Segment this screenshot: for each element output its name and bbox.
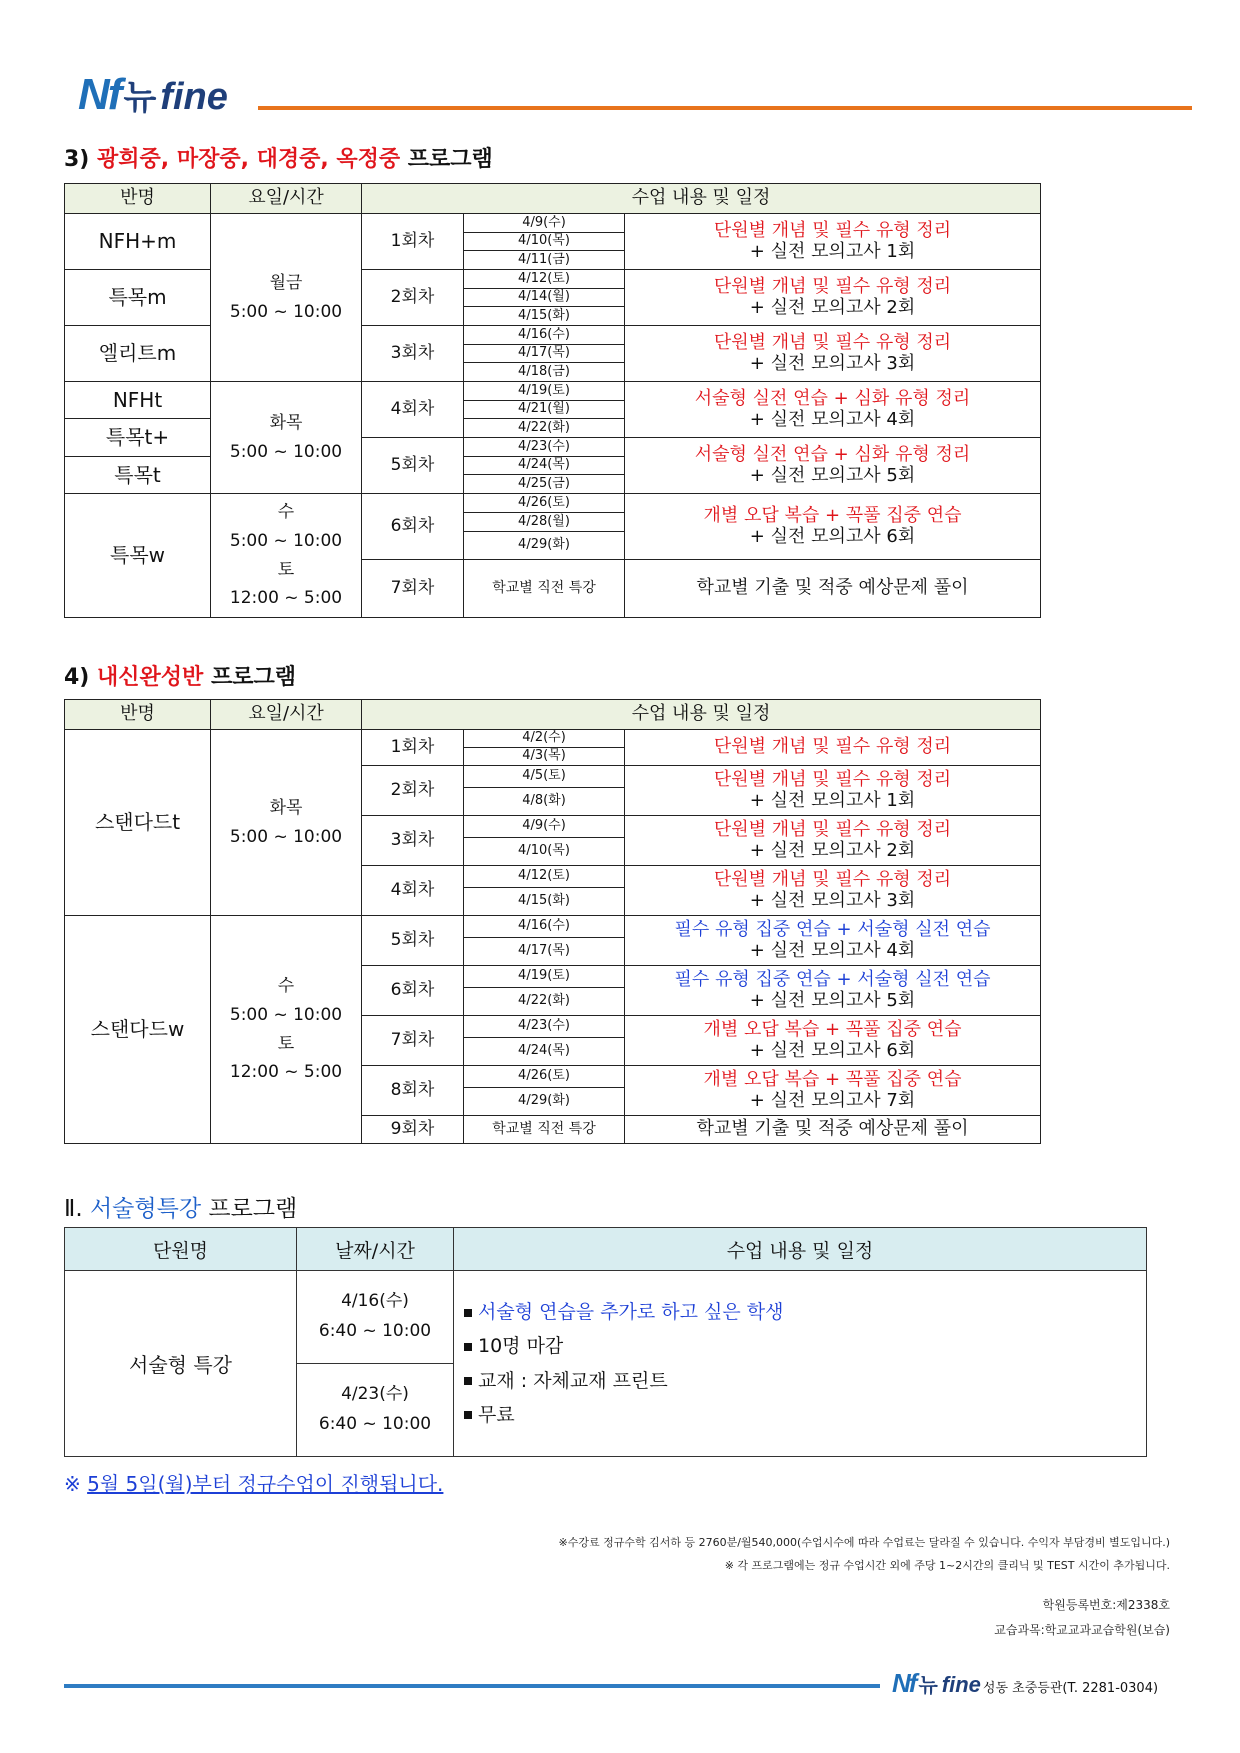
round-date: 4/17(목): [464, 345, 625, 363]
section2-name: 서술형특강: [89, 1196, 202, 1222]
round-content: 개별 오답 복습 + 꼭풀 집중 연습 + 실전 모의고사 7회: [625, 1066, 1041, 1116]
round-label: 3회차: [362, 326, 464, 382]
round-label: 4회차: [362, 382, 464, 438]
registration-subject: 교습과목:학교교과교습학원(보습): [994, 1623, 1170, 1637]
round-date: 4/12(토): [464, 866, 625, 888]
class-name: 엘리트m: [65, 326, 211, 382]
round-content: 단원별 개념 및 필수 유형 정리 + 실전 모의고사 3회: [625, 866, 1041, 916]
class-time: 수 5:00 ~ 10:00 토 12:00 ~ 5:00: [211, 494, 362, 618]
round-content: 단원별 개념 및 필수 유형 정리 + 실전 모의고사 2회: [625, 816, 1041, 866]
round-content: 개별 오답 복습 + 꼭풀 집중 연습 + 실전 모의고사 6회: [625, 494, 1041, 560]
round-label: 2회차: [362, 270, 464, 326]
section3-number: 3): [64, 147, 90, 172]
logo-fine-text: fine: [160, 76, 228, 118]
section3-table: [64, 183, 1041, 618]
section2-title: [64, 1190, 297, 1223]
col-header-time: 요일/시간: [211, 184, 362, 214]
header-divider: [258, 106, 1192, 110]
round-date: 4/19(토): [464, 966, 625, 988]
footer-logo: [892, 1668, 1158, 1699]
round-date: 4/19(토): [464, 382, 625, 401]
col-header-unit: 단원명: [65, 1228, 297, 1271]
round-date: 4/23(수): [464, 438, 625, 457]
section3-title: [64, 142, 493, 173]
class-name: 스탠다드t: [65, 730, 211, 916]
section3-suffix: 프로그램: [407, 147, 493, 172]
col-header-time: 요일/시간: [211, 700, 362, 730]
list-item: 10명 마감: [464, 1329, 1146, 1363]
round-date: 4/10(목): [464, 233, 625, 251]
section2-suffix: 프로그램: [208, 1196, 298, 1222]
round-date: 4/24(목): [464, 457, 625, 475]
round-content: 필수 유형 집중 연습 + 서술형 실전 연습 + 실전 모의고사 5회: [625, 966, 1041, 1016]
class-time: 화목 5:00 ~ 10:00: [211, 382, 362, 494]
round-date: 4/22(화): [464, 419, 625, 438]
section4-number: 4): [64, 665, 90, 690]
round-date: 4/11(금): [464, 251, 625, 270]
round-content: 단원별 개념 및 필수 유형 정리: [625, 730, 1041, 766]
round-content: 학교별 기출 및 적중 예상문제 풀이: [625, 560, 1041, 618]
essay-details: [454, 1271, 1147, 1457]
round-content: 학교별 기출 및 적중 예상문제 풀이: [625, 1116, 1041, 1144]
round-date: 4/9(수): [464, 214, 625, 233]
class-time: 화목 5:00 ~ 10:00: [211, 730, 362, 916]
round-label: 9회차: [362, 1116, 464, 1144]
section2-table: [64, 1227, 1147, 1457]
round-label: 5회차: [362, 916, 464, 966]
footer-divider: [64, 1684, 880, 1688]
round-content: 서술형 실전 연습 + 심화 유형 정리 + 실전 모의고사 5회: [625, 438, 1041, 494]
branch-info: 성동 초중등관(T. 2281-0304): [982, 1681, 1159, 1696]
bullet-icon: [464, 1343, 472, 1351]
unit-name: 서술형 특강: [65, 1271, 297, 1457]
round-date: 4/24(목): [464, 1038, 625, 1066]
section4-table: [64, 699, 1041, 1144]
round-content: 단원별 개념 및 필수 유형 정리 + 실전 모의고사 1회: [625, 214, 1041, 270]
round-label: 2회차: [362, 766, 464, 816]
round-date: 4/3(목): [464, 748, 625, 766]
round-date: 4/10(목): [464, 838, 625, 866]
list-item: 교재 : 자체교재 프린트: [464, 1364, 1146, 1398]
notice-text: 5월 5일(월)부터 정규수업이 진행됩니다.: [87, 1472, 444, 1496]
round-label: 6회차: [362, 966, 464, 1016]
round-label: 8회차: [362, 1066, 464, 1116]
round-date: 4/26(토): [464, 1066, 625, 1088]
class-time: 월금 5:00 ~ 10:00: [211, 214, 362, 382]
logo-nyu-text: 뉴: [123, 78, 157, 118]
round-date: 4/16(수): [464, 916, 625, 938]
round-label: 3회차: [362, 816, 464, 866]
round-date: 4/17(목): [464, 938, 625, 966]
round-label: 7회차: [362, 560, 464, 618]
bullet-icon: [464, 1377, 472, 1385]
class-name: 특목m: [65, 270, 211, 326]
round-label: 7회차: [362, 1016, 464, 1066]
logo-fine-text: fine: [941, 1672, 981, 1697]
logo-nyu-text: 뉴: [918, 1673, 938, 1697]
section4-title: [64, 660, 296, 691]
round-date: 4/9(수): [464, 816, 625, 838]
session-datetime: 4/23(수) 6:40 ~ 10:00: [297, 1364, 454, 1457]
notice: [64, 1468, 443, 1497]
round-label: 1회차: [362, 214, 464, 270]
round-date: 4/29(화): [464, 1088, 625, 1116]
col-header-content: 수업 내용 및 일정: [454, 1228, 1147, 1271]
round-label: 6회차: [362, 494, 464, 560]
round-content: 서술형 실전 연습 + 심화 유형 정리 + 실전 모의고사 4회: [625, 382, 1041, 438]
round-content: 필수 유형 집중 연습 + 서술형 실전 연습 + 실전 모의고사 4회: [625, 916, 1041, 966]
round-date: 4/29(화): [464, 532, 625, 560]
registration-number: 학원등록번호:제2338호: [1042, 1598, 1170, 1612]
round-content: 단원별 개념 및 필수 유형 정리 + 실전 모의고사 1회: [625, 766, 1041, 816]
list-item: 서술형 연습을 추가로 하고 싶은 학생: [464, 1295, 1146, 1329]
round-special: 학교별 직전 특강: [464, 1116, 625, 1144]
round-date: 4/26(토): [464, 494, 625, 513]
round-label: 1회차: [362, 730, 464, 766]
round-date: 4/21(월): [464, 401, 625, 419]
round-date: 4/25(금): [464, 475, 625, 494]
section3-schools: 광희중, 마장중, 대경중, 옥정중: [97, 147, 401, 172]
round-special: 학교별 직전 특강: [464, 560, 625, 618]
class-name: 스탠다드w: [65, 916, 211, 1144]
round-date: 4/15(화): [464, 307, 625, 326]
logo-nf-mark: Nf: [78, 70, 121, 119]
round-content: 단원별 개념 및 필수 유형 정리 + 실전 모의고사 3회: [625, 326, 1041, 382]
col-header-class: 반명: [65, 700, 211, 730]
class-name: 특목t+: [65, 419, 211, 457]
class-name: NFH+m: [65, 214, 211, 270]
logo-nf-mark: Nf: [892, 1668, 916, 1698]
header-logo: [78, 70, 228, 120]
class-name: 특목w: [65, 494, 211, 618]
round-label: 5회차: [362, 438, 464, 494]
round-date: 4/8(화): [464, 788, 625, 816]
round-date: 4/23(수): [464, 1016, 625, 1038]
bullet-icon: [464, 1309, 472, 1317]
round-date: 4/14(월): [464, 289, 625, 307]
section2-number: Ⅱ.: [64, 1196, 83, 1222]
round-date: 4/5(토): [464, 766, 625, 788]
round-date: 4/2(수): [464, 730, 625, 748]
class-name: 특목t: [65, 457, 211, 494]
round-content: 단원별 개념 및 필수 유형 정리 + 실전 모의고사 2회: [625, 270, 1041, 326]
list-item: 무료: [464, 1398, 1146, 1432]
round-date: 4/12(토): [464, 270, 625, 289]
session-datetime: 4/16(수) 6:40 ~ 10:00: [297, 1271, 454, 1364]
notice-mark: ※: [64, 1472, 81, 1496]
round-date: 4/28(월): [464, 513, 625, 532]
round-label: 4회차: [362, 866, 464, 916]
col-header-class: 반명: [65, 184, 211, 214]
col-header-date: 날짜/시간: [297, 1228, 454, 1271]
round-content: 개별 오답 복습 + 꼭풀 집중 연습 + 실전 모의고사 6회: [625, 1016, 1041, 1066]
round-date: 4/22(화): [464, 988, 625, 1016]
round-date: 4/18(금): [464, 363, 625, 382]
section4-name: 내신완성반: [97, 665, 204, 690]
class-name: NFHt: [65, 382, 211, 419]
round-date: 4/16(수): [464, 326, 625, 345]
round-date: 4/15(화): [464, 888, 625, 916]
class-time: 수 5:00 ~ 10:00 토 12:00 ~ 5:00: [211, 916, 362, 1144]
col-header-content: 수업 내용 및 일정: [362, 700, 1041, 730]
section4-suffix: 프로그램: [210, 665, 296, 690]
bullet-icon: [464, 1411, 472, 1419]
footnote-fee: ※수강료 정규수학 김서하 등 2760분/월540,000(수업시수에 따라 수업료는 달라질 수 있습니다. 수익자 부담경비 별도입니다.): [558, 1536, 1170, 1549]
footnote-clinic: ※ 각 프로그램에는 정규 수업시간 외에 주당 1~2시간의 클리닉 및 TEST 시간이 추가됩니다.: [724, 1559, 1170, 1572]
col-header-content: 수업 내용 및 일정: [362, 184, 1041, 214]
